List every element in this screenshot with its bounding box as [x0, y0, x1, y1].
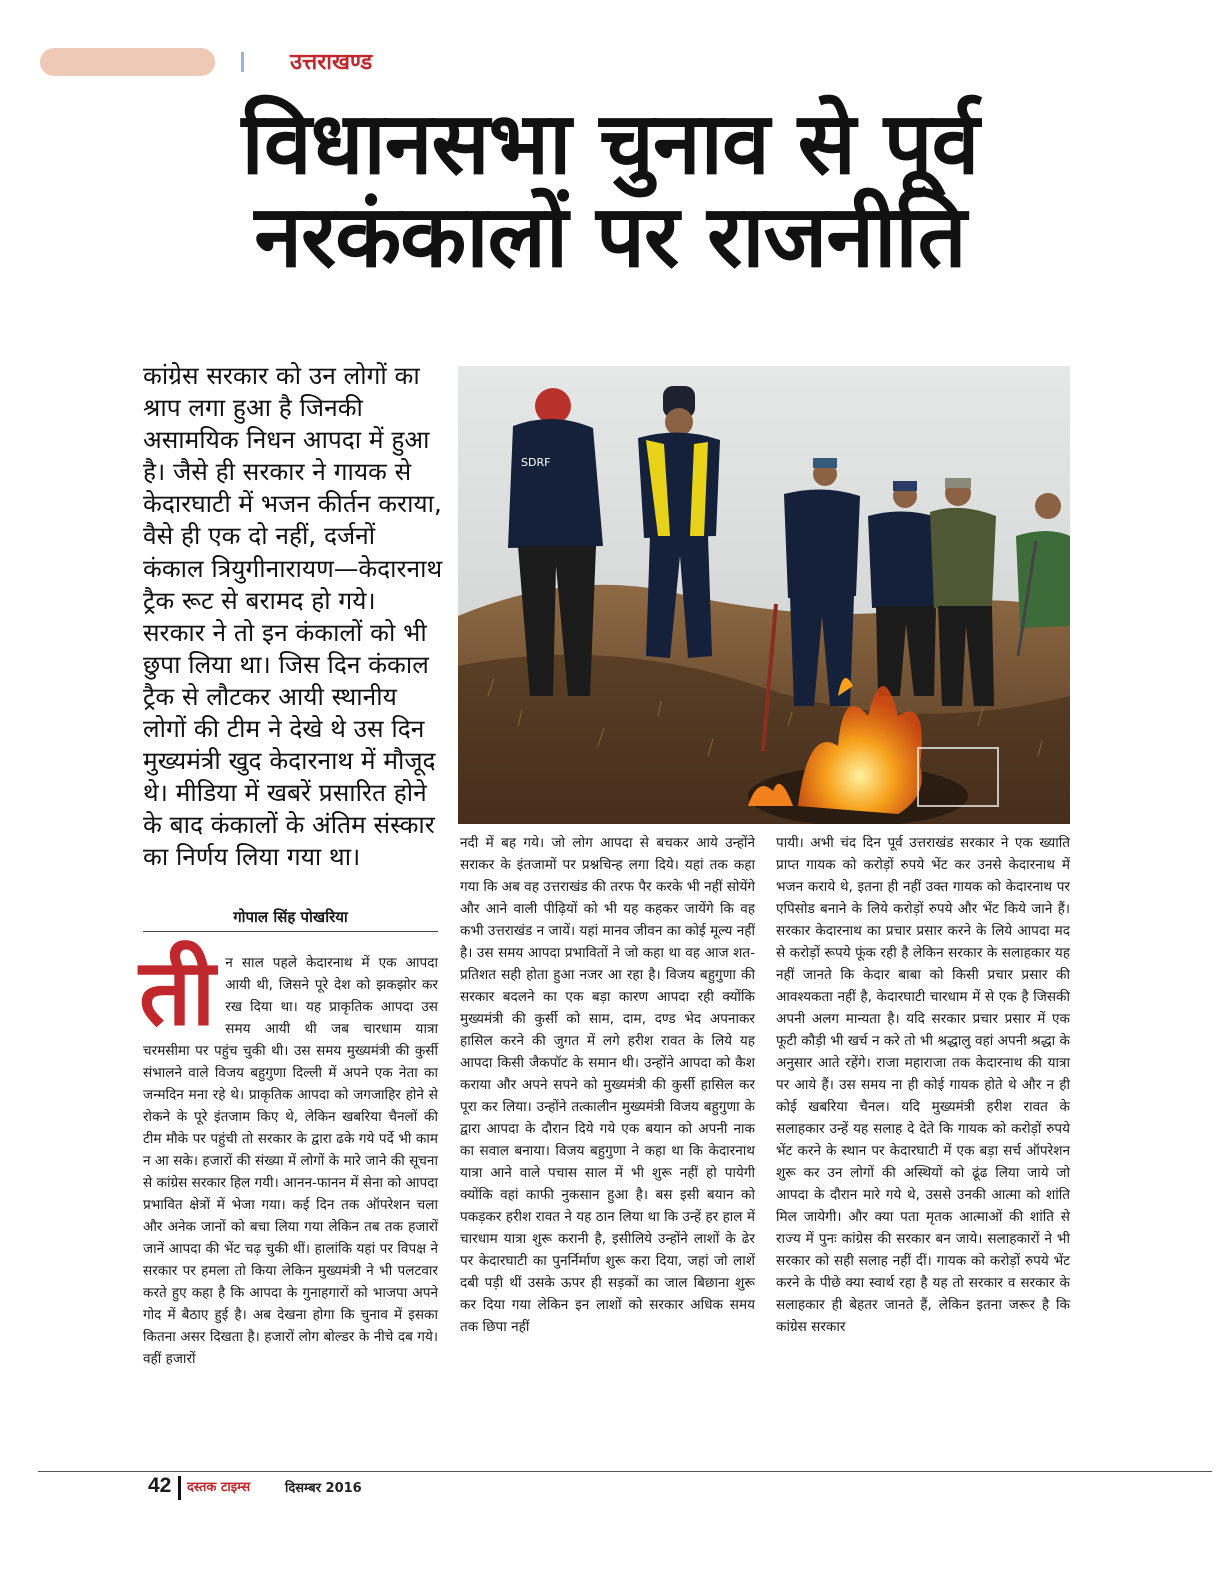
- headline-line-1: विधानसभा चुनाव से पूर्व: [241, 94, 979, 194]
- article-column-1-text: न साल पहले केदारनाथ में एक आपदा आयी थी, जिसने पूरे देश को झकझोर कर रख दिया था। यह प्राकृतिक आपदा उस समय आयी थी जब चारधाम यात्रा चरमसीमा पर पहुंच चुकी थी। उस समय मुख्यमंत्री की कुर्सी संभालने वाले विजय बहुगुणा दिल्ली में अपने एक नेता का जन्मदिन मना रहे थे। प्राकृतिक आपदा को जगजाहिर होने से रोकने के पूरे इंतजाम किए थे, लेकिन खबरिया चैनलों की टीम मौके पर पहुंची तो सरकार के द्वारा ढके गये पर्दे भी काम न आ सके। हजारों की संख्या में लोगों के मारे जाने की सूचना से कांग्रेस सरकार हिल गयी। आनन-फानन में सेना को आपदा प्रभावित क्षेत्रों में भेजा गया। कई दिन तक ऑपरेशन चला और अनेक जानों को बचा लिया गया लेकिन तब तक हजारों जानें आपदा की भेंट चढ़ चुकी थीं। हालांकि यहां पर विपक्ष ने सरकार पर हमला तो किया लेकिन मुख्यमंत्री ने भी पलटवार करते हुए कहा है कि आपदा के गुनाहगारों को भाजपा अपने गोद में बैठाए हुई है। अब देखना होगा कि चुनाव में इसका कितना असर दिखता है। हजारों लोग बोल्डर के नीचे दब गये। वहीं हजारों: [143, 955, 439, 1368]
- rescue-team-photo: [458, 366, 1070, 824]
- headline-line-2: नरकंकालों पर राजनीति: [254, 186, 966, 287]
- drop-cap: ती: [139, 939, 216, 1046]
- headline: [160, 94, 1060, 287]
- article-column-2: नदी में बह गये। जो लोग आपदा से बचकर आये उन्होंने सराकर के इंतजामों पर प्रश्नचिन्ह लगा दिये। यहां तक कहा गया कि अब वह उत्तराखंड की तरफ पैर करके भी नहीं सोयेंगे और आने वाली पीढ़ियों को भी यह कहकर जायेंगे कि वह कभी उत्तराखंड न जायें। यहां मानव जीवन का कोई मूल्य नहीं है। उस समय आपदा प्रभावितों ने जो कहा था वह आज शत-प्रतिशत सही होता हुआ नजर आ रहा है। विजय बहुगुणा की सरकार बदलने का एक बड़ा कारण आपदा रही क्योंकि मुख्यमंत्री की कुर्सी को साम, दाम, दण्ड भेद अपनाकर हासिल करने की जुगत में लगे हरीश रावत के लिये यह आपदा किसी जैकपॉट के समान थी। उन्होंने आपदा को कैश कराया और अपने सपने को मुख्यमंत्री की कुर्सी हासिल कर पूरा कर लिया। उन्होंने तत्कालीन मुख्यमंत्री विजय बहुगुणा के द्वारा आपदा के दौरान दिये गये एक बयान को अपनी नाक का सवाल बनाया। विजय बहुगुणा ने कहा था कि केदारनाथ यात्रा आने वाले पचास साल में भी शुरू नहीं हो पायेगी क्योंकि वहां काफी नुकसान हुआ है। बस इसी बयान को पकड़कर हरीश रावत ने यह ठान लिया था कि उन्हें हर हाल में चारधाम यात्रा शुरू करानी है, इसीलिये उन्होंने लाशों के ढेर पर केदारघाटी का पुनर्निर्माण शुरू करा दिया, जहां जो लाशें दबी पड़ी थीं उसके ऊपर ही सड़कों का जाल बिछाना शुरू कर दिया गया लेकिन इन लाशों को सरकार अधिक समय तक छिपा नहीं: [460, 835, 755, 1336]
- issue-date: दिसम्बर 2016: [285, 1481, 362, 1496]
- footer-divider: [178, 1476, 181, 1500]
- photo-illustration: [458, 366, 1070, 824]
- intro-summary: कांग्रेस सरकार को उन लोगों का श्राप लगा हुआ है जिनकी असामयिक निधन आपदा में हुआ है। जैसे ही सरकार ने गायक से केदारघाटी में भजन कीर्तन कराया, वैसे ही एक दो नहीं, दर्जनों कंकाल त्रियुगीनारायण—केदारनाथ ट्रैक रूट से बरामद हो गये। सरकार ने तो इन कंकालों को भी छुपा लिया था। जिस दिन कंकाल ट्रैक से लौटकर आयी स्थानीय लोगों की टीम ने देखे थे उस दिन मुख्यमंत्री खुद केदारनाथ में मौजूद थे। मीडिया में खबरें प्रसारित होने के बाद कंकालों के अंतिम संस्कार का निर्णय लिया गया था।: [143, 361, 443, 872]
- article-column-1: [139, 939, 439, 1370]
- magazine-logo: दस्तक टाइम्स: [187, 1480, 251, 1495]
- byline-rule: [143, 931, 438, 932]
- section-pill: [40, 48, 215, 76]
- section-divider: [241, 52, 244, 72]
- byline: गोपाल सिंह पोखरिया: [233, 908, 348, 926]
- sdrf-jacket-text: SDRF: [521, 456, 551, 469]
- article-column-3: पायी। अभी चंद दिन पूर्व उत्तराखंड सरकार ने एक ख्याति प्राप्त गायक को करोड़ों रुपये भेंट कर उनसे केदारनाथ में भजन कराये थे, इतना ही नहीं उक्त गायक को केदारनाथ पर एपिसोड बनाने के लिये करोड़ों रुपये और भेंट किये जाने हैं। सरकार केदारनाथ का प्रचार प्रसार करने के लिये आपदा मद से करोड़ों रूपये फूंक रही है लेकिन सरकार के सलाहकार यह नहीं जानते कि केदार बाबा को किसी प्रचार प्रसार की आवश्यकता नहीं है, केदारघाटी चारधाम में से एक है जिसकी अपनी अलग मान्यता है। यदि सरकार प्रचार प्रसार में एक फूटी कौड़ी भी खर्च न करे तो भी श्रद्धालु वहां अपनी श्रद्धा के अनुसार आते रहेंगे। राजा महाराजा तक केदारनाथ की यात्रा पर आये हैं। उस समय ना ही कोई गायक होते थे और न ही कोई खबरिया चैनल। यदि मुख्यमंत्री हरीश रावत के सलाहकार उन्हें यह सलाह दे देते कि गायक को करोड़ों रुपये भेंट करने के स्थान पर केदारघाटी में एक बड़ा सर्च ऑपरेशन शुरू कर उन लोगों की अस्थियों को ढूंढ लिया जाये जो आपदा के दौरान मारे गये थे, उससे उनकी आत्मा को शांति मिल जायेगी। और क्या पता मृतक आत्माओं की शांति से राज्य में पुनः कांग्रेस की सरकार बन जाये। सलाहकारों ने भी सरकार को सही सलाह नहीं दीं। गायक को करोड़ों रुपये भेंट करने के पीछे क्या स्वार्थ रहा है यह तो सरकार व सरकार के सलाहकार ही बेहतर जानते हैं, लेकिन इतना जरूर है कि कांग्रेस सरकार: [776, 835, 1070, 1336]
- footer-rule: [38, 1471, 1212, 1472]
- section-label: उत्तराखण्ड: [290, 50, 373, 75]
- page-number: 42: [148, 1474, 172, 1497]
